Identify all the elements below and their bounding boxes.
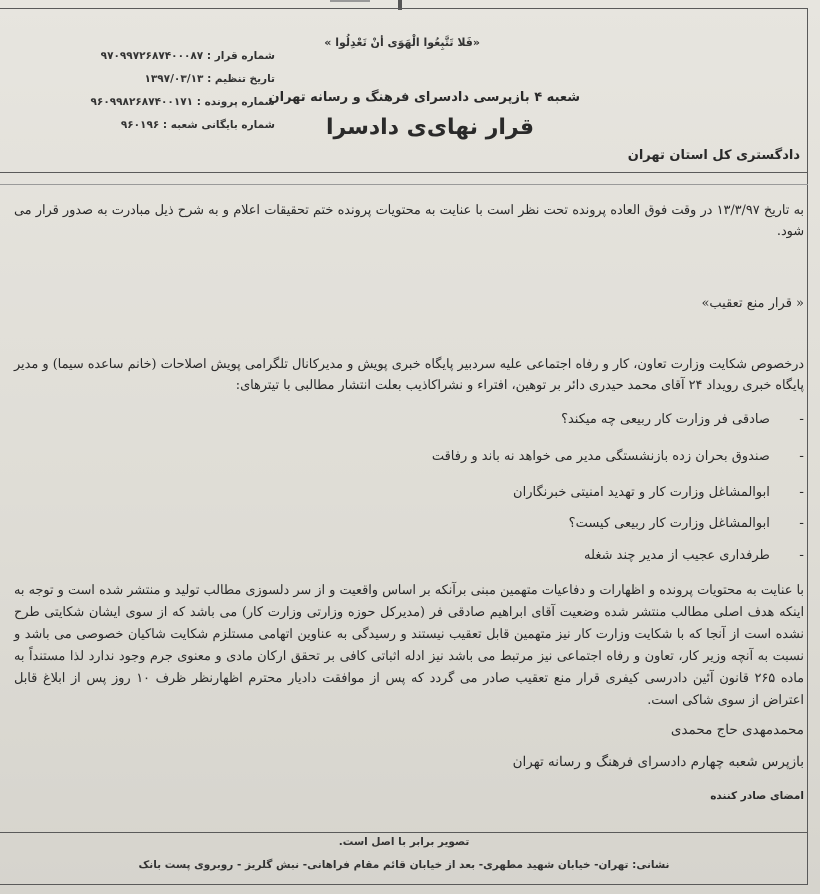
court-name: دادگستری کل استان تهران [627, 148, 800, 163]
meta-value: ۱۳۹۷/۰۳/۱۳ [144, 73, 204, 85]
meta-case-number [60, 96, 275, 108]
quran-quote: «فَلا تَتَّبِعُوا الْهَوَی أنْ تَعْدِلُوا » [324, 36, 480, 49]
signature-label: امضای صادر کننده [710, 790, 804, 802]
meta-label: تاریخ تنظیم : [207, 73, 275, 85]
header-divider-thin [0, 184, 808, 185]
reasoning-paragraph: با عنایت به محتویات پرونده و اظهارات و دفاعیات متهمین مبنی برآنکه بر اساس واقعیت و از سر دلسوزی مطالب تولید و منتشر شده است و توجه به اینکه هدف اصلی مطالب منتشر شده وضعیت آقای ابراهیم صادقی فر (مدیرکل حوزه وزارتی وزارت کار) می باشد که از سوی ایشان شکایتی طرح نشده است از آنجا که با شکایت وزارت کار نیز متهمین قابل تعقیب نیستند و رسیدگی به عناوین اتهامی مستلزم شکایت شاکیان خصوصی می باشد و نسبت به آنچه وزیر کار، تعاون و رفاه اجتماعی نیز مرتبط می باشد نیز ادله اثباتی کافی بر تحقق ارکان مادی و معنوی جرم وجود ندارد لذا مستنداً به ماده ۲۶۵ قانون آئین دادرسی کیفری قرار منع تعقیب صادر می گردد که پس از موافقت دادیار محترم اظهارنظر ظرف ۱۰ روز پس از ابلاغ قابل اعتراض از سوی شاکی است. [14, 583, 804, 708]
dash-icon: - [799, 485, 804, 500]
intro-paragraph: به تاریخ ۱۳/۳/۹۷ در وقت فوق العاده پرونده تحت نظر است با عنایت به محتویات پرونده ختم تحقیقات اعلام و به شرح ذیل مبادرت به صدور قرار می شود. [14, 203, 804, 239]
signer-position: بازپرس شعبه چهارم دادسرای فرهنگ و رسانه تهران [512, 754, 804, 770]
dash-icon: - [799, 516, 804, 531]
meta-archive-number [60, 119, 275, 131]
address: نشانی: تهران- خیابان شهید مطهری- بعد از خیابان قائم مقام فراهانی- نبش گلریز - روبروی پست بانک [138, 859, 670, 871]
signer-name: محمدمهدی حاج محمدی [670, 722, 804, 738]
footer-divider [0, 832, 808, 833]
certified-copy-note: تصویر برابر با اصل است. [338, 836, 470, 848]
headline-text: طرفداری عجیب از مدیر چند شغله [584, 548, 770, 563]
headline-item [432, 449, 804, 464]
headline-item [561, 412, 804, 427]
dash-icon: - [799, 548, 804, 563]
meta-value: ۹۷۰۹۹۷۲۶۸۷۴۰۰۰۸۷ [100, 50, 204, 62]
top-edge-mark [330, 0, 370, 2]
dash-icon: - [799, 412, 804, 427]
meta-decision-number [60, 50, 275, 62]
header-divider [0, 172, 808, 173]
meta-label: شماره بایگانی شعبه : [162, 119, 275, 131]
headline-item [513, 485, 804, 500]
decision-label: « قرار منع تعقیب» [701, 296, 804, 311]
meta-label: شماره قرار : [206, 50, 275, 62]
meta-issue-date [60, 73, 275, 85]
complaint-paragraph: درخصوص شکایت وزارت تعاون، کار و رفاه اجتماعی علیه سردبیر پایگاه خبری پویش و مدیرکانال تلگرامی پویش اصلاحات (خانم ساعده سیما) و مدیر پایگاه خبری رویداد ۲۴ آقای محمد حیدری دائر بر توهین، افتراء و نشراکاذیب بعلت انتشار مطالبی با تیترهای: [14, 357, 804, 393]
headline-text: صادقی فر وزارت کار ربیعی چه میکند؟ [561, 412, 770, 427]
branch-name: شعبه ۴ بازپرسی دادسرای فرهنگ و رسانه تهران [268, 90, 580, 105]
document-title: قرار نهای‌ی دادسرا [326, 115, 534, 140]
meta-value: ۹۶۰۹۹۸۲۶۸۷۴۰۰۱۷۱ [90, 96, 194, 108]
headline-text: ابوالمشاغل وزارت کار و تهدید امنیتی خبرنگاران [513, 485, 770, 500]
headline-text: صندوق بحران زده بازنشستگی مدیر می خواهد نه باند و رفاقت [431, 449, 770, 464]
headline-item [569, 516, 804, 531]
meta-value: ۹۶۰۱۹۶ [120, 119, 160, 131]
headline-item [584, 548, 804, 563]
dash-icon: - [799, 449, 804, 464]
headline-text: ابوالمشاغل وزارت کار ربیعی کیست؟ [568, 516, 770, 531]
meta-label: شماره پرونده : [196, 96, 275, 108]
